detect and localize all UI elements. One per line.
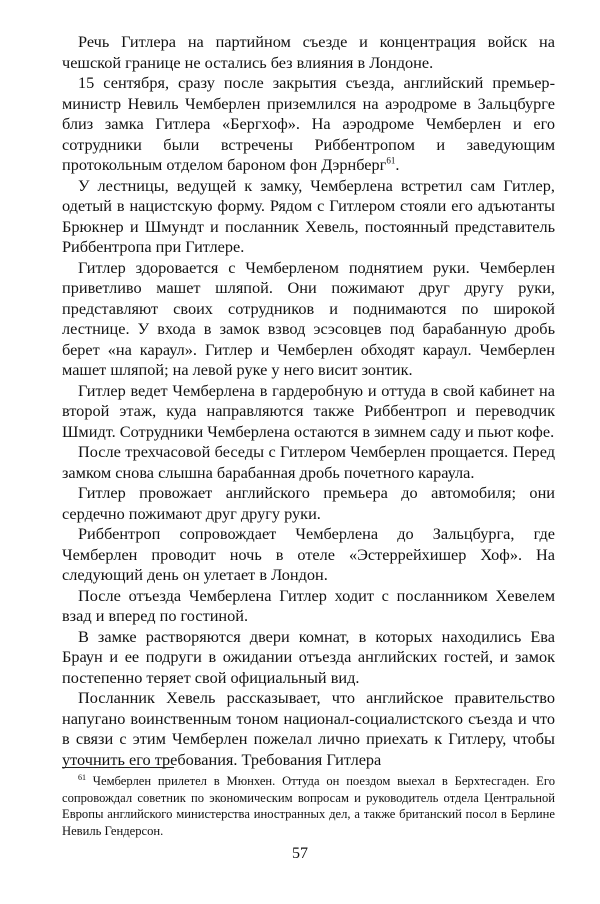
footnote-number: 61	[78, 772, 86, 782]
paragraph-1: Речь Гитлера на партийном съезде и концентрация войск на чешской границе не остались без влияния в Лондоне.	[62, 32, 555, 72]
paragraph-2	[62, 73, 555, 176]
footnote-divider	[62, 767, 174, 768]
main-text	[62, 32, 555, 770]
paragraph-2-end: .	[395, 155, 400, 174]
footnote	[62, 773, 555, 839]
page-number: 57	[292, 845, 308, 862]
paragraph-7: Гитлер провожает английского премьера до автомобиля; они сердечно пожимают друг другу руки.	[62, 483, 555, 523]
paragraph-6: После трехчасовой беседы с Гитлером Чемберлен прощается. Перед замком снова слышна барабанная дробь почетного караула.	[62, 442, 555, 482]
paragraph-5: Гитлер ведет Чемберлена в гардеробную и оттуда в свой кабинет на второй этаж, куда направляются также Риббентроп и переводчик Шмидт. Сотрудники Чемберлена остаются в зимнем саду и пьют кофе.	[62, 380, 555, 441]
paragraph-2-text: 15 сентября, сразу после закрытия съезда, английский премьер-министр Невиль Чемберлен приземлился на аэродроме в Зальцбурге близ замка Гитлера «Бергхоф». На аэродроме Чемберлен и его сотрудники были встречены Риббентропом и заведующим протокольным отделом бароном фон Дэрнберг	[62, 73, 555, 174]
paragraph-9: После отъезда Чемберлена Гитлер ходит с посланником Хевелем взад и вперед по гостиной.	[62, 585, 555, 625]
footnote-text: Чемберлен прилетел в Мюнхен. Оттуда он поездом выехал в Берхтесгаден. Его сопровождал советник по экономическим вопросам и руководитель отдела Центральной Европы английского министерства иностранных дел, а также британский посол в Берлине Невиль Гендерсон.	[62, 774, 555, 838]
paragraph-3: У лестницы, ведущей к замку, Чемберлена встретил сам Гитлер, одетый в нацистскую форму. Рядом с Гитлером стояли его адъютанты Брюкнер и Шмундт и посланник Хевель, постоянный представитель Риббентропа при Гитлере.	[62, 175, 555, 256]
paragraph-11: Посланник Хевель рассказывает, что английское правительство напугано воинственным тоном национал-социалистского съезда и что в связи с этим Чемберлен пожелал лично приехать к Гитлеру, чтобы уточнить его требования. Требования Гитлера	[62, 688, 555, 769]
footnote-reference: 61	[386, 155, 396, 166]
paragraph-4: Гитлер здоровается с Чемберленом поднятием руки. Чемберлен приветливо машет шляпой. Они пожимают друг другу руки, представляют своих сотрудников и поднимаются по широкой лестнице. У входа в замок взвод эсэсовцев под барабанную дробь берет «на караул». Гитлер и Чемберлен обходят караул. Чемберлен машет шляпой; на левой руке у него висит зонтик.	[62, 257, 555, 379]
paragraph-10: В замке растворяются двери комнат, в которых находились Ева Браун и ее подруги в ожидании отъезда английских гостей, и замок постепенно теряет свой официальный вид.	[62, 626, 555, 687]
paragraph-8: Риббентроп сопровождает Чемберлена до Зальцбурга, где Чемберлен проводит ночь в отеле «Эстеррейхишер Хоф». На следующий день он улетает в Лондон.	[62, 524, 555, 584]
